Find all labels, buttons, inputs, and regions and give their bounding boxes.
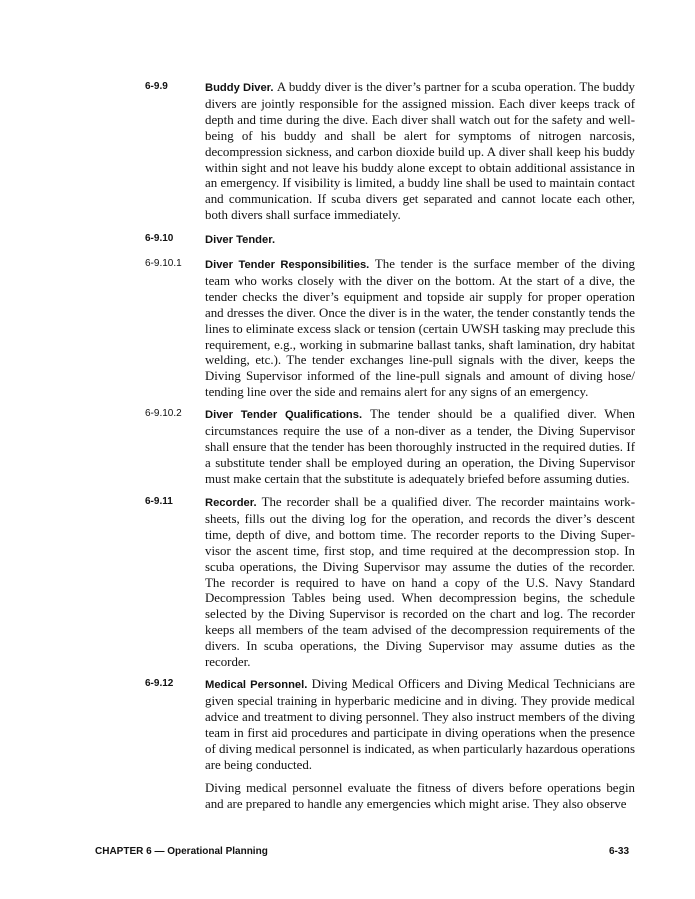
section-heading: Medical Personnel. <box>205 679 308 691</box>
section-heading: Diver Tender. <box>205 234 276 246</box>
section-paragraph <box>205 407 635 488</box>
section-number: 6-9.12 <box>145 678 174 689</box>
section-number: 6-9.9 <box>145 81 168 92</box>
section-heading: Buddy Diver. <box>205 82 274 94</box>
section-paragraph <box>205 80 635 224</box>
section-text: The tender is the surface member of the diving team who works closely with the diver on the bottom. At the start of a dive, the tender checks the diver’s equipment and topside air supply for proper operation and dresses the diver. Once the diver is in the water, the tender constantly tends the lines to eliminate excess slack or tension (certain UWSH tasking may preclude this requirement, e.g., working in submarine ballast tanks, shaft lamination, dry habitat welding, etc.). The tender exchanges line-pull signals with the diver, keeps the Diving Supervisor informed of the line-pull signals and amount of diving hose/ tending line over the side and remains alert for any signs of an emergency. <box>205 257 635 400</box>
continuation-paragraph: Diving medical personnel evaluate the fitness of divers before operations begin and are prepared to handle any emergencies which might arise. They also observe <box>205 781 635 811</box>
section-paragraph <box>205 495 635 671</box>
section-text: Diving Medical Officers and Diving Medical Technicians are given special training in hyperbaric medicine and in diving. They provide medical advice and treatment to diving personnel. They also instruct members of the diving team in first aid procedures and participate in diving operations when the presence of diving medical personnel is indicated, as when particularly hazardous operations are being conducted. <box>205 677 635 772</box>
section-heading: Diver Tender Qualifications. <box>205 409 363 421</box>
section-number: 6-9.11 <box>145 496 173 507</box>
section-paragraph <box>205 677 635 773</box>
footer-page-number: 6-33 <box>609 846 630 857</box>
section-heading: Recorder. <box>205 497 257 509</box>
section-text: The tender should be a qualified diver. When circumstances require the use of a non-diver as a tender, the Diving Supervisor shall ensure that the tender has been thoroughly instructed in the required duties. If a substitute tender shall be employed during an operation, the Diving Supervisor must make certain that the substitute is adequately briefed before assuming duties. <box>205 407 635 486</box>
section-paragraph <box>205 232 635 249</box>
section-heading: Diver Tender Responsibilities. <box>205 259 370 271</box>
section-number: 6-9.10.2 <box>145 408 182 419</box>
section-number: 6-9.10.1 <box>145 258 182 269</box>
footer-chapter-title: CHAPTER 6 — Operational Planning <box>95 846 268 857</box>
section-text: The recorder shall be a qualified diver. The recorder maintains worksheets, fills out the diving log for the operation, and records the diver’s descent time, depth of dive, and bottom time. The recorder reports to the Diving Supervisor the ascent time, first stop, and time required at the decompression stop. In scuba operations, the Diving Supervisor may assume the duties of the recorder. The recorder is required to have on hand a copy of the U.S. Navy Standard Decompression Tables being used. When decompression begins, the schedule selected by the Diving Supervisor is recorded on the chart and log. The recorder keeps all members of the team advised of the decompression requirements of the divers. In scuba operations, the Diving Supervisor may assume duties as the recorder. <box>205 495 635 670</box>
section-text: A buddy diver is the diver’s partner for a scuba operation. The buddy divers are jointly responsible for the assigned mission. Each diver keeps track of depth and time during the dive. Each diver shall watch out for the safety and well-being of his buddy and shall be alert for symptoms of nitrogen narcosis, decompression sickness, and carbon dioxide build up. A diver shall keep his buddy within sight and not leave his buddy alone except to obtain additional assistance in an emergency. If visibility is limited, a buddy line shall be used to maintain contact and communication. If scuba divers get separated and cannot locate each other, both divers shall surface immediately. <box>205 80 635 223</box>
section-number: 6-9.10 <box>145 233 174 244</box>
section-paragraph <box>205 257 635 401</box>
